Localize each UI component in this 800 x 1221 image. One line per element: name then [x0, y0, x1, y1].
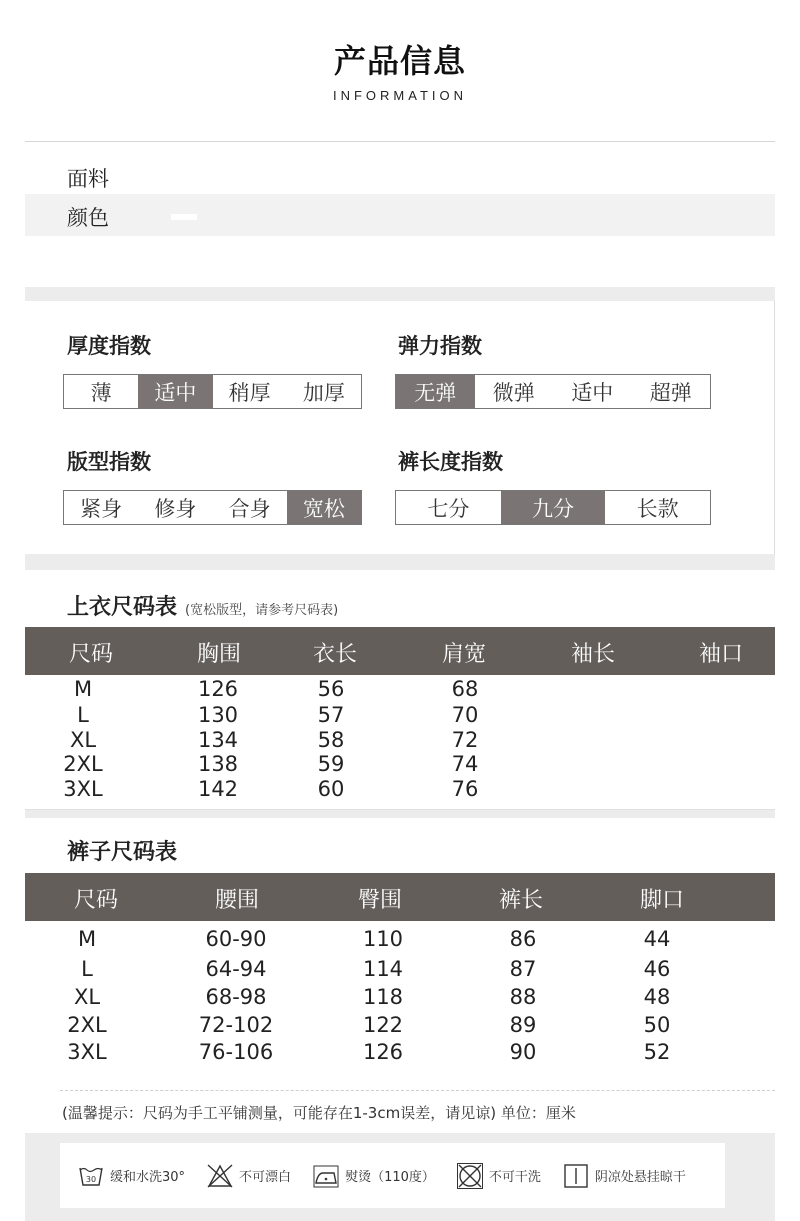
- top-table-cell: 126: [197, 677, 239, 701]
- top-th-chest: 胸围: [196, 642, 242, 667]
- pants-th-size: 尺码: [73, 888, 119, 913]
- top-table-cell: 60: [317, 777, 345, 801]
- pants-th-hip: 臀围: [357, 888, 403, 913]
- info-label-fabric: 面料: [67, 167, 109, 191]
- pants-table-cell: 126: [362, 1040, 404, 1064]
- care-item-dry: [563, 1163, 686, 1189]
- thickness-option: 适中: [138, 375, 212, 408]
- care-item-bleach: [207, 1163, 291, 1189]
- pants-table-cell: 52: [643, 1040, 671, 1064]
- pants-th-length: 裤长: [498, 888, 544, 913]
- top-table-cell: 142: [197, 777, 239, 801]
- pants-table-cell: 76-106: [198, 1040, 274, 1064]
- pants-length-scale: [395, 490, 711, 525]
- pants-table-cell: 44: [643, 927, 671, 951]
- fit-index-label: 版型指数: [67, 450, 151, 474]
- thickness-index-label: 厚度指数: [67, 334, 151, 358]
- elasticity-index-label: 弹力指数: [398, 334, 482, 358]
- divider: [60, 1090, 775, 1091]
- page-title: 产品信息: [333, 42, 466, 80]
- fit-option: 合身: [228, 496, 271, 521]
- pants-table-cell: L: [81, 957, 93, 981]
- pants-table-cell: 87: [509, 957, 537, 981]
- info-row-fabric: [25, 155, 775, 197]
- top-table-cell: 2XL: [63, 752, 103, 776]
- pants-table-cell: 86: [509, 927, 537, 951]
- pants-th-hem: 脚口: [639, 888, 685, 913]
- pants-table-cell: 50: [643, 1013, 671, 1037]
- fit-option: 宽松: [287, 491, 361, 524]
- info-label-color: 颜色: [67, 206, 109, 230]
- elasticity-option: 超弹: [649, 380, 692, 405]
- fit-scale: [63, 490, 362, 525]
- pants-table-cell: 68-98: [205, 985, 267, 1009]
- top-table-cell: 59: [317, 752, 345, 776]
- elasticity-scale: [395, 374, 711, 409]
- fit-option: 紧身: [80, 496, 123, 521]
- pants-table-header: [25, 873, 775, 921]
- care-label-bleach: 不可漂白: [239, 1170, 292, 1185]
- pants-table-cell: 60-90: [205, 927, 267, 951]
- top-table-cell: M: [73, 677, 93, 701]
- pants-table-cell: 88: [509, 985, 537, 1009]
- care-label-wash: 缓和水洗30°: [110, 1170, 186, 1185]
- elasticity-option: 微弹: [492, 380, 535, 405]
- top-table-note: (宽松版型，请参考尺码表): [185, 603, 339, 618]
- panel-bottom-bar: [25, 554, 775, 570]
- panel-top-bar: [25, 287, 775, 301]
- pants-table-cell: 90: [509, 1040, 537, 1064]
- top-th-sleeve: 袖长: [570, 642, 616, 667]
- care-item-dryclean: [457, 1163, 541, 1189]
- top-th-length: 衣长: [312, 642, 358, 667]
- top-table-cell: 134: [197, 728, 239, 752]
- top-table-cell: L: [77, 703, 89, 727]
- care-label-iron: 熨烫（110度）: [345, 1170, 435, 1185]
- top-table-cell: 57: [317, 703, 345, 727]
- svg-text:30: 30: [85, 1174, 97, 1184]
- section-gap: [25, 810, 775, 818]
- pants-table-cell: 122: [362, 1013, 404, 1037]
- divider: [25, 141, 775, 142]
- pants-table-cell: M: [77, 927, 97, 951]
- top-th-cuff: 袖口: [698, 642, 744, 667]
- top-table-cell: 56: [317, 677, 345, 701]
- pants-table-cell: 110: [362, 927, 404, 951]
- no-bleach-icon: [207, 1163, 233, 1189]
- thickness-scale: [63, 374, 362, 409]
- pants-table-cell: 118: [362, 985, 404, 1009]
- top-table-cell: XL: [69, 728, 97, 752]
- no-dry-clean-icon: [457, 1163, 483, 1189]
- iron-icon: [313, 1163, 339, 1189]
- top-table-cell: 58: [317, 728, 345, 752]
- thickness-option: 加厚: [302, 380, 345, 405]
- pants-table-cell: 72-102: [198, 1013, 274, 1037]
- pants-table-title: 裤子尺码表: [67, 840, 178, 865]
- elasticity-option: 无弹: [396, 375, 475, 408]
- top-table-cell: 70: [451, 703, 479, 727]
- color-swatch: [171, 214, 197, 220]
- line-dry-shade-icon: [563, 1163, 589, 1189]
- pants-length-option: 七分: [427, 496, 470, 521]
- pants-table-cell: 89: [509, 1013, 537, 1037]
- top-table-title-text: 上衣尺码表: [67, 595, 178, 620]
- pants-length-option: 长款: [636, 496, 679, 521]
- top-table-cell: 68: [451, 677, 479, 701]
- wash-30-icon: [78, 1163, 104, 1189]
- info-row-color: [25, 194, 775, 236]
- care-item-iron: [313, 1163, 435, 1189]
- top-table-cell: 74: [451, 752, 479, 776]
- pants-table-cell: 64-94: [205, 957, 267, 981]
- care-instructions: [60, 1143, 725, 1208]
- top-table-header: [25, 627, 775, 675]
- top-table-cell: 130: [197, 703, 239, 727]
- top-th-size: 尺码: [68, 642, 114, 667]
- care-label-dryclean: 不可干洗: [488, 1170, 541, 1185]
- top-table-cell: 3XL: [63, 777, 103, 801]
- top-table-cell: 72: [451, 728, 479, 752]
- pants-table-cell: 48: [643, 985, 671, 1009]
- pants-th-waist: 腰围: [214, 888, 260, 913]
- pants-length-option: 九分: [501, 491, 606, 524]
- top-table-cell: 76: [451, 777, 479, 801]
- care-item-wash: [78, 1163, 185, 1189]
- top-table-cell: 138: [197, 752, 239, 776]
- measurement-tip: (温馨提示：尺码为手工平铺测量，可能存在1-3cm误差，请见谅) 单位：厘米: [62, 1104, 576, 1122]
- page-subtitle: INFORMATION: [332, 88, 468, 103]
- pants-table-cell: 46: [643, 957, 671, 981]
- thickness-option: 薄: [90, 380, 112, 405]
- pants-table-cell: 3XL: [67, 1040, 107, 1064]
- thickness-option: 稍厚: [228, 380, 271, 405]
- top-table-title: [67, 590, 338, 621]
- top-th-shoulder: 肩宽: [441, 642, 487, 667]
- fit-option: 修身: [154, 496, 197, 521]
- elasticity-option: 适中: [571, 380, 614, 405]
- pants-length-index-label: 裤长度指数: [398, 450, 503, 474]
- care-label-dry: 阴凉处悬挂晾干: [594, 1170, 686, 1185]
- pants-table-cell: 114: [362, 957, 404, 981]
- pants-table-cell: XL: [73, 985, 101, 1009]
- pants-table-cell: 2XL: [67, 1013, 107, 1037]
